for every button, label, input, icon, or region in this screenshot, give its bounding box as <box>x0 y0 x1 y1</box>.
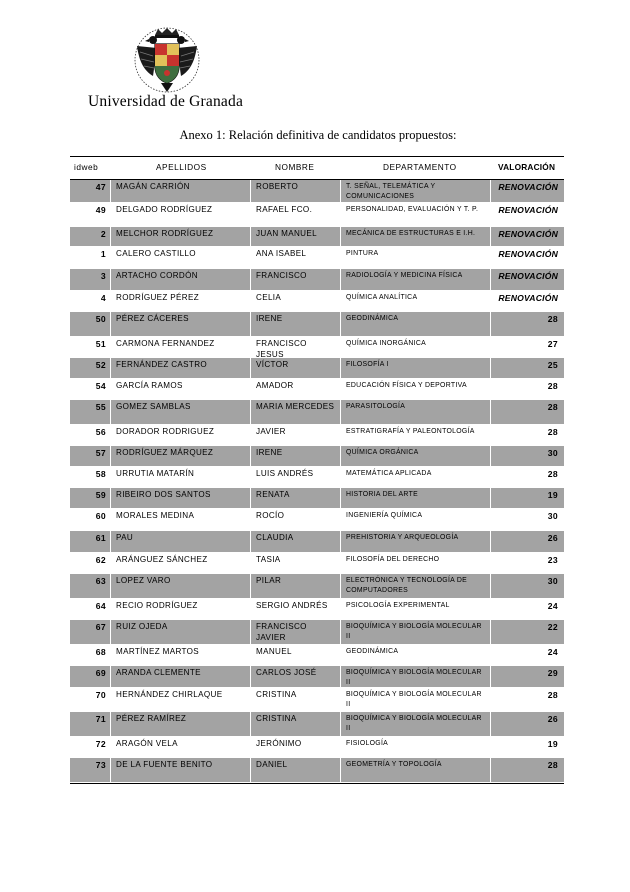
table-row <box>70 712 564 737</box>
cell-idweb: 71 <box>95 714 106 724</box>
cell-idweb: 70 <box>95 690 106 700</box>
column-separator <box>490 712 491 736</box>
cell-nombre: IRENE <box>256 448 283 457</box>
cell-departamento: RADIOLOGÍA Y MEDICINA FÍSICA <box>346 272 463 279</box>
cell-idweb: 68 <box>95 647 106 657</box>
table-row <box>70 758 564 783</box>
cell-departamento: BIOQUÍMICA Y BIOLOGÍA MOLECULAR II <box>346 623 482 640</box>
cell-apellidos: PAU <box>116 533 134 542</box>
cell-departamento: PARASITOLOGÍA <box>346 403 406 410</box>
column-separator <box>340 758 341 782</box>
column-separator <box>490 203 491 226</box>
cell-apellidos: DE LA FUENTE BENITO <box>116 760 213 769</box>
cell-apellidos: DELGADO RODRÍGUEZ <box>116 205 213 214</box>
column-separator <box>110 247 111 268</box>
cell-nombre: CRISTINA <box>256 690 297 699</box>
cell-idweb: 69 <box>95 668 106 678</box>
cell-departamento: PINTURA <box>346 250 379 257</box>
cell-valoracion: RENOVACIÓN <box>498 249 558 259</box>
column-separator <box>110 488 111 508</box>
table-bottom-rule <box>70 783 564 785</box>
column-separator <box>490 645 491 665</box>
cell-nombre: LUIS ANDRÉS <box>256 469 314 478</box>
cell-nombre: ROCÍO <box>256 511 285 520</box>
column-separator <box>250 227 251 246</box>
column-separator <box>340 425 341 445</box>
column-separator <box>110 227 111 246</box>
column-separator <box>250 620 251 644</box>
column-separator <box>250 203 251 226</box>
column-separator <box>110 574 111 598</box>
column-separator <box>490 553 491 573</box>
cell-valoracion: 28 <box>547 402 558 412</box>
annex-title <box>0 128 630 143</box>
table-row <box>70 574 564 599</box>
cell-valoracion: 28 <box>547 760 558 770</box>
column-separator <box>250 688 251 711</box>
column-separator <box>340 645 341 665</box>
cell-valoracion: 19 <box>547 739 558 749</box>
cell-departamento: ESTRATIGRAFÍA Y PALEONTOLOGÍA <box>346 428 475 435</box>
cell-nombre: TASIA <box>256 555 281 564</box>
cell-departamento: QUÍMICA ORGÁNICA <box>346 449 419 456</box>
column-separator <box>490 425 491 445</box>
table-row <box>70 180 564 203</box>
column-separator <box>110 203 111 226</box>
column-separator <box>340 620 341 644</box>
cell-idweb: 67 <box>95 622 106 632</box>
cell-departamento: FILOSOFÍA DEL DERECHO <box>346 556 440 563</box>
column-separator <box>250 758 251 782</box>
column-separator <box>340 574 341 598</box>
column-separator <box>250 599 251 619</box>
cell-valoracion: 19 <box>547 490 558 500</box>
column-separator <box>250 553 251 573</box>
column-separator <box>250 666 251 687</box>
column-separator <box>340 291 341 311</box>
column-separator <box>490 599 491 619</box>
column-separator <box>250 358 251 378</box>
cell-departamento: MATEMÁTICA APLICADA <box>346 470 432 477</box>
cell-valoracion: 28 <box>547 427 558 437</box>
column-header-valoracion: VALORACIÓN <box>498 162 556 172</box>
column-separator <box>250 337 251 357</box>
cell-nombre: JAVIER <box>256 427 286 436</box>
cell-nombre: JERÓNIMO <box>256 739 302 748</box>
column-separator <box>340 247 341 268</box>
cell-departamento: QUÍMICA ANALÍTICA <box>346 294 418 301</box>
cell-departamento: GEODINÁMICA <box>346 648 399 655</box>
table-row <box>70 227 564 247</box>
column-separator <box>490 446 491 466</box>
table-row <box>70 688 564 712</box>
cell-apellidos: URRUTIA MATARÍN <box>116 469 195 478</box>
column-separator <box>490 488 491 508</box>
column-separator <box>250 509 251 530</box>
column-separator <box>250 269 251 290</box>
cell-idweb: 4 <box>100 293 106 303</box>
column-separator <box>110 446 111 466</box>
cell-valoracion: 24 <box>547 647 558 657</box>
table-row <box>70 312 564 337</box>
column-separator <box>250 488 251 508</box>
column-separator <box>490 467 491 487</box>
column-separator <box>340 553 341 573</box>
candidates-table <box>70 156 564 785</box>
cell-nombre: SERGIO ANDRÉS <box>256 601 328 610</box>
column-separator <box>490 574 491 598</box>
cell-apellidos: RODRÍGUEZ PÉREZ <box>116 293 200 302</box>
column-header-apellidos: APELLIDOS <box>156 162 207 172</box>
column-separator <box>490 620 491 644</box>
column-separator <box>250 312 251 336</box>
column-separator <box>340 400 341 424</box>
table-row <box>70 379 564 400</box>
cell-nombre: FRANCISCO JESUS <box>256 339 307 359</box>
column-separator <box>490 247 491 268</box>
table-row <box>70 737 564 758</box>
cell-nombre: DANIEL <box>256 760 288 769</box>
cell-valoracion: 28 <box>547 314 558 324</box>
table-row <box>70 291 564 312</box>
cell-apellidos: FERNÁNDEZ CASTRO <box>116 360 208 369</box>
cell-valoracion: RENOVACIÓN <box>498 229 558 239</box>
cell-valoracion: 30 <box>547 448 558 458</box>
column-separator <box>110 400 111 424</box>
cell-apellidos: ARÁNGUEZ SÁNCHEZ <box>116 555 208 564</box>
column-separator <box>340 312 341 336</box>
table-row <box>70 425 564 446</box>
cell-idweb: 73 <box>95 760 106 770</box>
cell-departamento: GEODINÁMICA <box>346 315 399 322</box>
cell-valoracion: 27 <box>547 339 558 349</box>
column-separator <box>110 509 111 530</box>
cell-nombre: JUAN MANUEL <box>256 229 317 238</box>
column-separator <box>340 467 341 487</box>
cell-apellidos: ARTACHO CORDÓN <box>116 271 198 280</box>
cell-idweb: 1 <box>100 249 106 259</box>
cell-departamento: T. SEÑAL, TELEMÁTICA Y COMUNICACIONES <box>346 183 436 200</box>
column-separator <box>340 180 341 202</box>
cell-apellidos: ARANDA CLEMENTE <box>116 668 201 677</box>
column-separator <box>340 488 341 508</box>
column-separator <box>340 337 341 357</box>
column-separator <box>250 531 251 552</box>
column-separator <box>250 446 251 466</box>
column-header-departamento: DEPARTAMENTO <box>383 162 457 172</box>
cell-nombre: IRENE <box>256 314 283 323</box>
column-separator <box>110 180 111 202</box>
cell-valoracion: 29 <box>547 668 558 678</box>
cell-apellidos: HERNÁNDEZ CHIRLAQUE <box>116 690 223 699</box>
table-row <box>70 488 564 509</box>
cell-idweb: 52 <box>95 360 106 370</box>
column-separator <box>250 712 251 736</box>
column-separator <box>340 531 341 552</box>
cell-idweb: 50 <box>95 314 106 324</box>
cell-idweb: 51 <box>95 339 106 349</box>
cell-valoracion: RENOVACIÓN <box>498 293 558 303</box>
cell-apellidos: LOPEZ VARO <box>116 576 171 585</box>
cell-departamento: GEOMETRÍA Y TOPOLOGÍA <box>346 761 442 768</box>
cell-idweb: 3 <box>100 271 106 281</box>
cell-idweb: 49 <box>95 205 106 215</box>
cell-apellidos: PÉREZ RAMÍREZ <box>116 714 187 723</box>
cell-departamento: PERSONALIDAD, EVALUACIÓN Y T. P. <box>346 206 479 213</box>
table-row <box>70 599 564 620</box>
table-row <box>70 553 564 574</box>
cell-departamento: FISIOLOGÍA <box>346 740 389 747</box>
column-separator <box>110 620 111 644</box>
column-separator <box>490 758 491 782</box>
column-separator <box>340 446 341 466</box>
column-header-nombre: NOMBRE <box>275 162 315 172</box>
cell-departamento: PREHISTORIA Y ARQUEOLOGÍA <box>346 534 459 541</box>
column-separator <box>490 291 491 311</box>
column-separator <box>490 227 491 246</box>
table-row <box>70 666 564 688</box>
column-separator <box>340 203 341 226</box>
table-header <box>70 156 564 180</box>
cell-departamento: PSICOLOGÍA EXPERIMENTAL <box>346 602 450 609</box>
column-separator <box>110 712 111 736</box>
column-separator <box>110 425 111 445</box>
cell-valoracion: 30 <box>547 576 558 586</box>
cell-valoracion: 23 <box>547 555 558 565</box>
column-separator <box>110 269 111 290</box>
table-row <box>70 645 564 666</box>
table-row <box>70 247 564 269</box>
column-separator <box>490 688 491 711</box>
cell-nombre: FRANCISCO JAVIER <box>256 622 307 642</box>
cell-idweb: 59 <box>95 490 106 500</box>
cell-departamento: ELECTRÓNICA Y TECNOLOGÍA DE COMPUTADORES <box>346 577 468 594</box>
cell-departamento: BIOQUÍMICA Y BIOLOGÍA MOLECULAR II <box>346 715 482 732</box>
column-separator <box>250 645 251 665</box>
table-row <box>70 269 564 291</box>
column-separator <box>250 400 251 424</box>
column-separator <box>490 509 491 530</box>
column-separator <box>490 312 491 336</box>
cell-nombre: CELIA <box>256 293 282 302</box>
column-separator <box>490 358 491 378</box>
column-separator <box>340 666 341 687</box>
cell-nombre: AMADOR <box>256 381 294 390</box>
cell-apellidos: MAGÁN CARRIÓN <box>116 182 190 191</box>
table-row <box>70 509 564 531</box>
column-separator <box>250 180 251 202</box>
cell-idweb: 54 <box>95 381 106 391</box>
cell-idweb: 64 <box>95 601 106 611</box>
column-separator <box>110 553 111 573</box>
table-row <box>70 531 564 553</box>
cell-departamento: EDUCACIÓN FÍSICA Y DEPORTIVA <box>346 382 467 389</box>
cell-idweb: 2 <box>100 229 106 239</box>
column-separator <box>490 737 491 757</box>
table-row <box>70 203 564 227</box>
column-separator <box>340 599 341 619</box>
cell-apellidos: DORADOR RODRIGUEZ <box>116 427 215 436</box>
cell-nombre: VÍCTOR <box>256 360 289 369</box>
column-separator <box>110 599 111 619</box>
cell-nombre: CRISTINA <box>256 714 297 723</box>
table-body <box>70 180 564 783</box>
column-separator <box>110 337 111 357</box>
column-separator <box>110 531 111 552</box>
column-separator <box>110 758 111 782</box>
cell-valoracion: 28 <box>547 690 558 700</box>
column-separator <box>490 400 491 424</box>
cell-apellidos: GOMEZ SAMBLAS <box>116 402 191 411</box>
cell-apellidos: RECIO RODRÍGUEZ <box>116 601 198 610</box>
cell-departamento: MECÁNICA DE ESTRUCTURAS E I.H. <box>346 230 476 237</box>
cell-idweb: 56 <box>95 427 106 437</box>
cell-valoracion: 26 <box>547 714 558 724</box>
annex-title-text: Anexo 1: Relación definitiva de candidatos propuestos: <box>179 128 457 142</box>
column-separator <box>250 467 251 487</box>
cell-apellidos: MELCHOR RODRÍGUEZ <box>116 229 214 238</box>
column-separator <box>110 379 111 399</box>
column-separator <box>250 737 251 757</box>
column-separator <box>490 666 491 687</box>
cell-nombre: FRANCISCO <box>256 271 307 280</box>
column-separator <box>490 531 491 552</box>
cell-valoracion: RENOVACIÓN <box>498 205 558 215</box>
column-separator <box>340 269 341 290</box>
cell-nombre: MARIA MERCEDES <box>256 402 335 411</box>
cell-valoracion: 24 <box>547 601 558 611</box>
table-row <box>70 467 564 488</box>
cell-nombre: PILAR <box>256 576 282 585</box>
column-header-idweb: idweb <box>74 162 99 172</box>
cell-idweb: 60 <box>95 511 106 521</box>
cell-valoracion: 28 <box>547 469 558 479</box>
table-row <box>70 446 564 467</box>
cell-idweb: 63 <box>95 576 106 586</box>
cell-idweb: 58 <box>95 469 106 479</box>
column-separator <box>340 358 341 378</box>
cell-nombre: ANA ISABEL <box>256 249 307 258</box>
column-separator <box>110 358 111 378</box>
column-separator <box>340 379 341 399</box>
column-separator <box>490 379 491 399</box>
column-separator <box>110 467 111 487</box>
cell-apellidos: CARMONA FERNANDEZ <box>116 339 215 348</box>
university-name: Universidad de Granada <box>88 93 244 110</box>
cell-valoracion: 25 <box>547 360 558 370</box>
cell-idweb: 61 <box>95 533 106 543</box>
column-separator <box>490 180 491 202</box>
cell-idweb: 72 <box>95 739 106 749</box>
cell-nombre: CARLOS JOSÉ <box>256 668 317 677</box>
cell-valoracion: 28 <box>547 381 558 391</box>
table-row <box>70 620 564 645</box>
column-separator <box>250 247 251 268</box>
table-row <box>70 358 564 379</box>
column-separator <box>340 737 341 757</box>
column-separator <box>110 666 111 687</box>
cell-apellidos: RUIZ OJEDA <box>116 622 168 631</box>
cell-nombre: RAFAEL FCO. <box>256 205 313 214</box>
table-row <box>70 400 564 425</box>
column-separator <box>250 425 251 445</box>
column-separator <box>490 269 491 290</box>
column-separator <box>110 645 111 665</box>
cell-apellidos: GARCÍA RAMOS <box>116 381 183 390</box>
column-separator <box>110 688 111 711</box>
column-separator <box>340 688 341 711</box>
cell-apellidos: PÉREZ CÁCERES <box>116 314 189 323</box>
column-separator <box>110 737 111 757</box>
table-row <box>70 337 564 358</box>
cell-departamento: HISTORIA DEL ARTE <box>346 491 418 498</box>
cell-departamento: FILOSOFÍA I <box>346 361 389 368</box>
column-separator <box>490 337 491 357</box>
cell-nombre: MANUEL <box>256 647 292 656</box>
cell-valoracion: RENOVACIÓN <box>498 271 558 281</box>
cell-apellidos: MORALES MEDINA <box>116 511 195 520</box>
cell-apellidos: MARTÍNEZ MARTOS <box>116 647 200 656</box>
cell-idweb: 57 <box>95 448 106 458</box>
cell-nombre: CLAUDIA <box>256 533 294 542</box>
column-separator <box>110 312 111 336</box>
column-separator <box>250 574 251 598</box>
cell-nombre: ROBERTO <box>256 182 299 191</box>
cell-apellidos: CALERO CASTILLO <box>116 249 196 258</box>
column-separator <box>340 509 341 530</box>
cell-apellidos: RODRÍGUEZ MÁRQUEZ <box>116 448 214 457</box>
column-separator <box>250 291 251 311</box>
cell-departamento: BIOQUÍMICA Y BIOLOGÍA MOLECULAR II <box>346 691 482 708</box>
cell-valoracion: RENOVACIÓN <box>498 182 558 192</box>
cell-apellidos: ARAGÓN VELA <box>116 739 178 748</box>
cell-idweb: 55 <box>95 402 106 412</box>
cell-valoracion: 30 <box>547 511 558 521</box>
university-crest-logo <box>133 26 201 94</box>
cell-apellidos: RIBEIRO DOS SANTOS <box>116 490 211 499</box>
cell-nombre: RENATA <box>256 490 290 499</box>
cell-departamento: QUÍMICA INORGÁNICA <box>346 340 427 347</box>
cell-idweb: 47 <box>95 182 106 192</box>
cell-departamento: INGENIERÍA QUÍMICA <box>346 512 423 519</box>
column-separator <box>110 291 111 311</box>
cell-valoracion: 26 <box>547 533 558 543</box>
cell-departamento: BIOQUÍMICA Y BIOLOGÍA MOLECULAR II <box>346 669 482 686</box>
column-separator <box>340 712 341 736</box>
cell-idweb: 62 <box>95 555 106 565</box>
cell-valoracion: 22 <box>547 622 558 632</box>
column-separator <box>250 379 251 399</box>
column-separator <box>340 227 341 246</box>
